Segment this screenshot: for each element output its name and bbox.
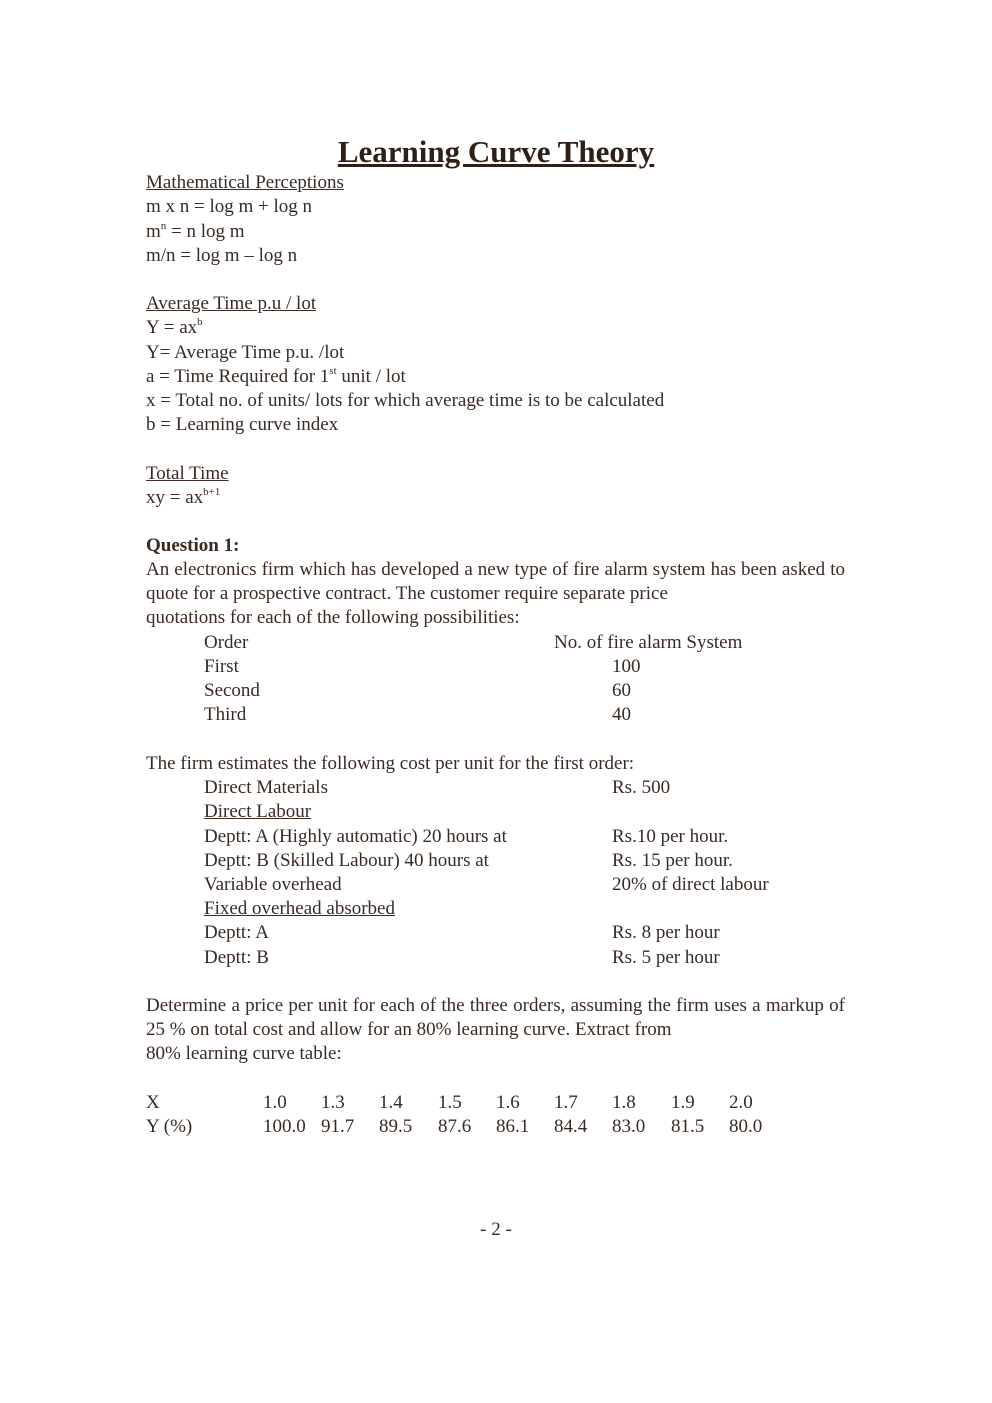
total-formula-sup: b+1 (203, 486, 221, 498)
table-x-value: 1.8 (612, 1092, 636, 1113)
total-formula-base: xy = ax (146, 487, 204, 508)
avg-a-definition (146, 365, 406, 389)
order-name: Third (204, 704, 247, 725)
table-x-value: 1.3 (321, 1092, 345, 1113)
table-x-value: 1.7 (554, 1092, 578, 1113)
deptt-a-labour-label: Deptt: A (Highly automatic) 20 hours at (204, 826, 507, 847)
orders-header-qty: No. of fire alarm System (554, 632, 743, 653)
math-line-2-rest: = n log m (166, 221, 245, 242)
table-x-value: 1.0 (263, 1092, 287, 1113)
table-x-value: 2.0 (729, 1092, 753, 1113)
math-line-2 (146, 220, 245, 244)
avg-x-definition: x = Total no. of units/ lots for which average time is to be calculated (146, 390, 665, 411)
avg-a-sup: st (329, 365, 337, 377)
table-x-label: X (146, 1092, 160, 1113)
avg-b-definition: b = Learning curve index (146, 414, 339, 435)
table-y-value: 80.0 (729, 1116, 763, 1137)
math-line-2-base: m (146, 221, 161, 242)
order-name: First (204, 656, 239, 677)
table-y-value: 84.4 (554, 1116, 588, 1137)
determine-paragraph (146, 994, 845, 1067)
table-x-value: 1.6 (496, 1092, 520, 1113)
avg-a-pre: a = Time Required for 1 (146, 366, 330, 387)
direct-labour-heading: Direct Labour (204, 801, 312, 822)
variable-overhead-value: 20% of direct labour (612, 874, 769, 895)
avg-heading: Average Time p.u / lot (146, 293, 317, 314)
question-label: Question 1: (146, 535, 240, 556)
table-y-value: 81.5 (671, 1116, 705, 1137)
avg-formula-base: Y = ax (146, 317, 198, 338)
avg-formula (146, 316, 203, 340)
cost-intro: The firm estimates the following cost per unit for the first order: (146, 753, 635, 774)
table-x-value: 1.4 (379, 1092, 403, 1113)
variable-overhead-label: Variable overhead (204, 874, 342, 895)
deptt-b-labour-label: Deptt: B (Skilled Labour) 40 hours at (204, 850, 489, 871)
table-y-value: 86.1 (496, 1116, 530, 1137)
deptt-a-labour-value: Rs.10 per hour. (612, 826, 729, 847)
order-qty: 40 (612, 704, 631, 725)
direct-materials-label: Direct Materials (204, 777, 328, 798)
table-x-value: 1.5 (438, 1092, 462, 1113)
table-y-value: 83.0 (612, 1116, 646, 1137)
fixed-overhead-deptt-a-label: Deptt: A (204, 922, 269, 943)
question-intro-text: An electronics firm which has developed a new type of fire alarm system has been asked to quote for a prospective contract. The customer require separate price (146, 559, 845, 605)
page-title: Learning Curve Theory (337, 134, 655, 169)
deptt-b-labour-value: Rs. 15 per hour. (612, 850, 733, 871)
question-intro-last-line: quotations for each of the following possibilities: (146, 607, 520, 629)
direct-materials-value: Rs. 500 (612, 777, 671, 798)
table-y-value: 89.5 (379, 1116, 413, 1137)
orders-header-order: Order (204, 632, 249, 653)
order-qty: 100 (612, 656, 641, 677)
table-y-value: 91.7 (321, 1116, 355, 1137)
question-intro (146, 558, 845, 631)
order-qty: 60 (612, 680, 631, 701)
table-x-value: 1.9 (671, 1092, 695, 1113)
total-heading: Total Time (146, 463, 229, 484)
determine-text: Determine a price per unit for each of the three orders, assuming the firm uses a markup of 25 % on total cost and allow for an 80% learning curve. Extract from (146, 995, 845, 1041)
total-formula (146, 486, 220, 510)
fixed-overhead-deptt-b-label: Deptt: B (204, 947, 269, 968)
determine-last-line: 80% learning curve table: (146, 1043, 342, 1065)
math-line-1: m x n = log m + log n (146, 196, 313, 217)
fixed-overhead-deptt-a-value: Rs. 8 per hour (612, 922, 720, 943)
avg-formula-sup: b (197, 316, 203, 328)
math-line-2-sup: n (160, 220, 167, 232)
page-number: - 2 - (480, 1219, 512, 1240)
math-line-3: m/n = log m – log n (146, 245, 298, 266)
table-y-value: 100.0 (263, 1116, 306, 1137)
fixed-overhead-heading: Fixed overhead absorbed (204, 898, 395, 919)
table-y-value: 87.6 (438, 1116, 472, 1137)
order-name: Second (204, 680, 260, 701)
avg-a-post: unit / lot (336, 366, 406, 387)
fixed-overhead-deptt-b-value: Rs. 5 per hour (612, 947, 720, 968)
math-heading: Mathematical Perceptions (146, 172, 344, 193)
table-y-label: Y (%) (146, 1116, 193, 1137)
avg-y-definition: Y= Average Time p.u. /lot (146, 342, 345, 363)
